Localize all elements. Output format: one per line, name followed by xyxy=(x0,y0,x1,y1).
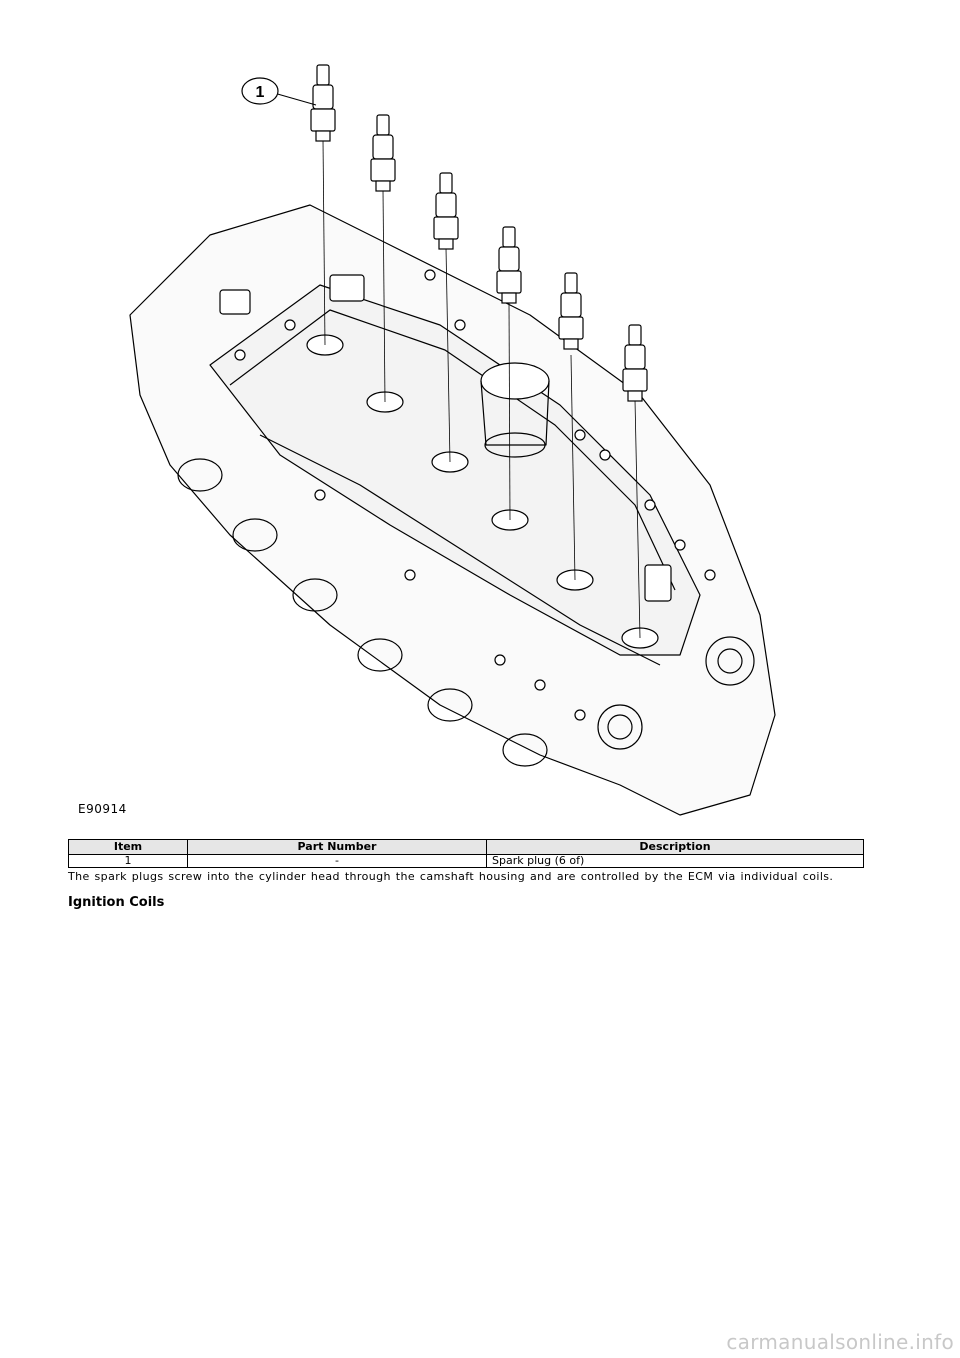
cell-part-number: - xyxy=(188,855,487,868)
cell-item: 1 xyxy=(69,855,188,868)
callout-1 xyxy=(242,78,316,105)
engine-illustration xyxy=(60,55,780,825)
figure-id-label: E90914 xyxy=(78,802,127,816)
header-item: Item xyxy=(69,840,188,855)
callout-number: 1 xyxy=(255,84,265,101)
parts-table xyxy=(68,839,864,868)
watermark: carmanualsonline.info xyxy=(726,1330,954,1354)
header-part-number: Part Number xyxy=(188,840,487,855)
header-description: Description xyxy=(487,840,864,855)
cylinder-head-drawing xyxy=(60,55,780,825)
table-header-row xyxy=(69,840,864,855)
spark-plug-1 xyxy=(311,65,335,141)
section-heading: Ignition Coils xyxy=(68,895,165,910)
spark-plug-3 xyxy=(434,173,458,249)
cell-description: Spark plug (6 of) xyxy=(487,855,864,868)
spark-plug-4 xyxy=(497,227,521,303)
spark-plug-5 xyxy=(559,273,583,349)
spark-plug-2 xyxy=(371,115,395,191)
table-row xyxy=(69,855,864,868)
body-paragraph: The spark plugs screw into the cylinder head through the camshaft housing and are controlled by the ECM via individual coils. xyxy=(68,870,834,883)
spark-plug-6 xyxy=(623,325,647,401)
